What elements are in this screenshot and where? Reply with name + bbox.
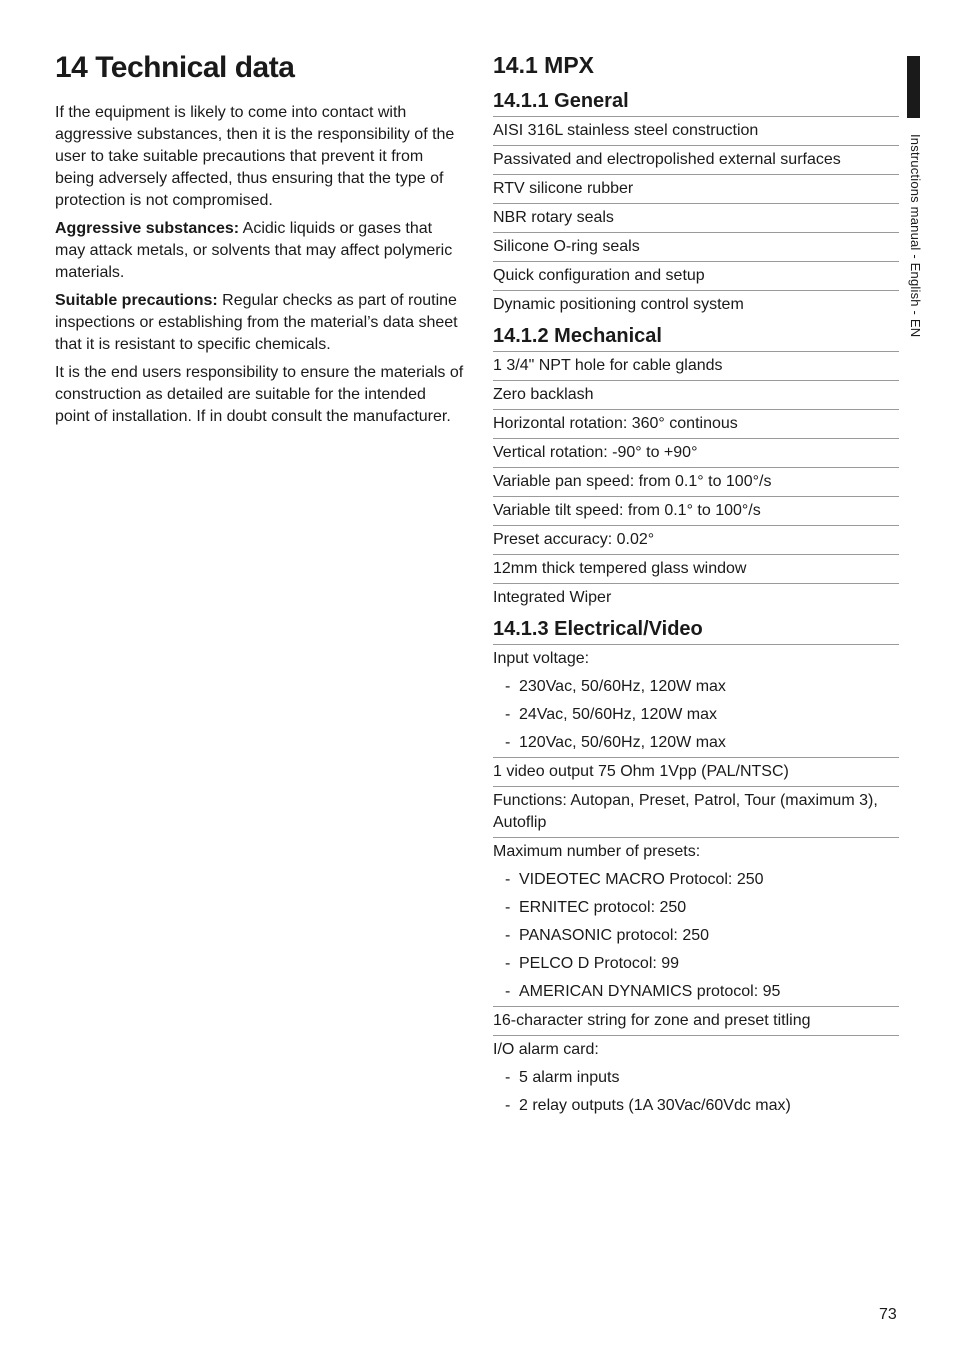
presets-item: - AMERICAN DYNAMICS protocol: 95 <box>493 981 899 1003</box>
suitable-precautions-label: Suitable precautions: <box>55 292 218 309</box>
suitable-precautions-text: Regular checks as part of routine inspections or establishing from the material’s data sheet that it is resistant to specific chemicals. <box>55 292 458 353</box>
presets-item: - ERNITEC protocol: 250 <box>493 897 899 919</box>
spec-row: Zero backlash <box>493 381 899 410</box>
spec-row: 1 3/4" NPT hole for cable glands <box>493 352 899 381</box>
aggressive-substances-label: Aggressive substances: <box>55 220 240 237</box>
page-number: 73 <box>879 1306 897 1323</box>
presets-item: - VIDEOTEC MACRO Protocol: 250 <box>493 869 899 891</box>
spec-row: 12mm thick tempered glass window <box>493 555 899 584</box>
spec-row: Quick configuration and setup <box>493 262 899 291</box>
video-output-row: 1 video output 75 Ohm 1Vpp (PAL/NTSC) <box>493 758 899 787</box>
input-voltage-row <box>493 645 899 758</box>
page-title: 14 Technical data <box>55 51 295 84</box>
spec-row: Variable pan speed: from 0.1° to 100°/s <box>493 468 899 497</box>
spec-row: Vertical rotation: -90° to +90° <box>493 439 899 468</box>
spec-row: Integrated Wiper <box>493 589 612 606</box>
alarm-item: - 2 relay outputs (1A 30Vac/60Vdc max) <box>493 1095 899 1117</box>
spec-row: NBR rotary seals <box>493 204 899 233</box>
presets-item: - PANASONIC protocol: 250 <box>493 925 899 947</box>
spec-row: AISI 316L stainless steel construction <box>493 117 899 146</box>
functions-row: Functions: Autopan, Preset, Patrol, Tour (maximum 3), Autoflip <box>493 787 899 838</box>
spec-row: Preset accuracy: 0.02° <box>493 526 899 555</box>
input-voltage-item: - 24Vac, 50/60Hz, 120W max <box>493 704 899 726</box>
general-list <box>493 117 899 319</box>
electrical-title: 14.1.3 Electrical/Video <box>493 616 899 645</box>
mechanical-list <box>493 352 899 612</box>
intro-paragraph: If the equipment is likely to come into contact with aggressive substances, then it is the responsibility of the user to take suitable precautions that prevent it from being adversely affected, thus ensuring that the type of protection is not compromised. <box>55 104 455 209</box>
intro-column <box>55 48 465 434</box>
specs-column <box>493 50 899 1120</box>
spec-row: Horizontal rotation: 360° continous <box>493 410 899 439</box>
side-running-header: Instructions manual - English - EN <box>908 134 923 338</box>
spec-row: Passivated and electropolished external surfaces <box>493 146 899 175</box>
electrical-list <box>493 645 899 1120</box>
alarm-row <box>493 1036 899 1120</box>
presets-row <box>493 838 899 1007</box>
general-title: 14.1.1 General <box>493 88 899 117</box>
suitable-precautions-paragraph <box>55 290 465 356</box>
input-voltage-label: Input voltage: <box>493 650 590 667</box>
spec-row: RTV silicone rubber <box>493 175 899 204</box>
input-voltage-item: - 230Vac, 50/60Hz, 120W max <box>493 676 899 698</box>
titling-row: 16-character string for zone and preset titling <box>493 1007 899 1036</box>
aggressive-substances-text: Acidic liquids or gases that may attack metals, or solvents that may affect polymeric materials. <box>55 220 453 281</box>
section-title: 14.1 MPX <box>493 52 594 78</box>
alarm-label: I/O alarm card: <box>493 1041 599 1058</box>
side-tab-marker <box>907 56 920 118</box>
presets-item: - PELCO D Protocol: 99 <box>493 953 899 975</box>
spec-row: Variable tilt speed: from 0.1° to 100°/s <box>493 497 899 526</box>
spec-row: Silicone O-ring seals <box>493 233 899 262</box>
responsibility-paragraph: It is the end users responsibility to ensure the materials of construction as detailed are suitable for the intended point of installation. If in doubt consult the manufacturer. <box>55 364 464 425</box>
aggressive-substances-paragraph <box>55 218 465 284</box>
presets-label: Maximum number of presets: <box>493 843 701 860</box>
mechanical-title: 14.1.2 Mechanical <box>493 323 899 352</box>
input-voltage-item: - 120Vac, 50/60Hz, 120W max <box>493 732 899 754</box>
alarm-item: - 5 alarm inputs <box>493 1067 899 1089</box>
spec-row: Dynamic positioning control system <box>493 296 744 313</box>
